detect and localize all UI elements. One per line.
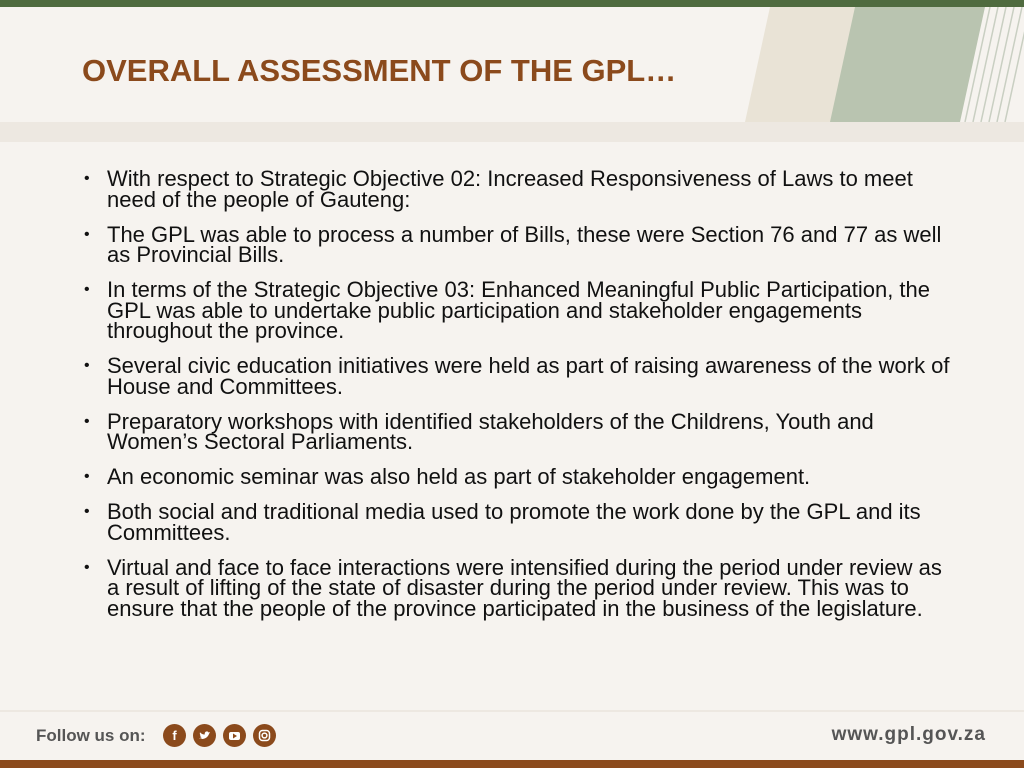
list-item: • With respect to Strategic Objective 02: Increased Responsiveness of Laws to meet need of the people of Gauteng: [84,166,913,212]
bullet-marker: • [84,468,90,485]
bullet-marker: • [84,357,90,374]
instagram-icon[interactable] [253,724,276,747]
list-item: • An economic seminar was also held as part of stakeholder engagement. [84,464,811,489]
list-item: • Preparatory workshops with identified stakeholders of the Childrens, Youth and Women’s Sectoral Parliaments. [84,408,874,454]
list-item: • Virtual and face to face interactions were intensified during the period under review as a result of lifting of the state of disaster during the period under review. This was to ensure that the people of the province participated in the business of the legislature. [84,554,942,621]
bullet-marker: • [84,558,90,576]
list-item: • Several civic education initiatives were held as part of raising awareness of the work of House and Committees. [84,353,950,399]
facebook-icon[interactable]: f [163,724,186,747]
bullet-marker: • [84,412,90,430]
header-band [0,7,1024,122]
list-item: • In terms of the Strategic Objective 03: Enhanced Meaningful Public Participation, the GPL was able to undertake public participation and stakeholder engagements throughout the province. [84,277,931,343]
youtube-icon[interactable] [223,724,246,747]
page-title: OVERALL ASSESSMENT OF THE GPL… [82,53,677,88]
bullet-marker: • [84,503,90,520]
twitter-icon[interactable] [193,724,216,747]
top-accent-bar [0,0,1024,7]
bullet-marker: • [84,225,90,243]
website-link[interactable]: www.gpl.gov.za [831,724,986,745]
follow-us-label: Follow us on: [36,726,146,745]
bullet-marker: • [84,281,90,298]
bullet-list [82,166,952,634]
bullet-marker: • [84,170,90,187]
list-item: • Both social and traditional media used to promote the work done by the GPL and its Committees. [84,499,921,545]
footer [0,712,1024,760]
bottom-accent-bar [0,760,1024,768]
list-item: • The GPL was able to process a number of Bills, these were Section 76 and 77 as well as Provincial Bills. [84,221,942,267]
